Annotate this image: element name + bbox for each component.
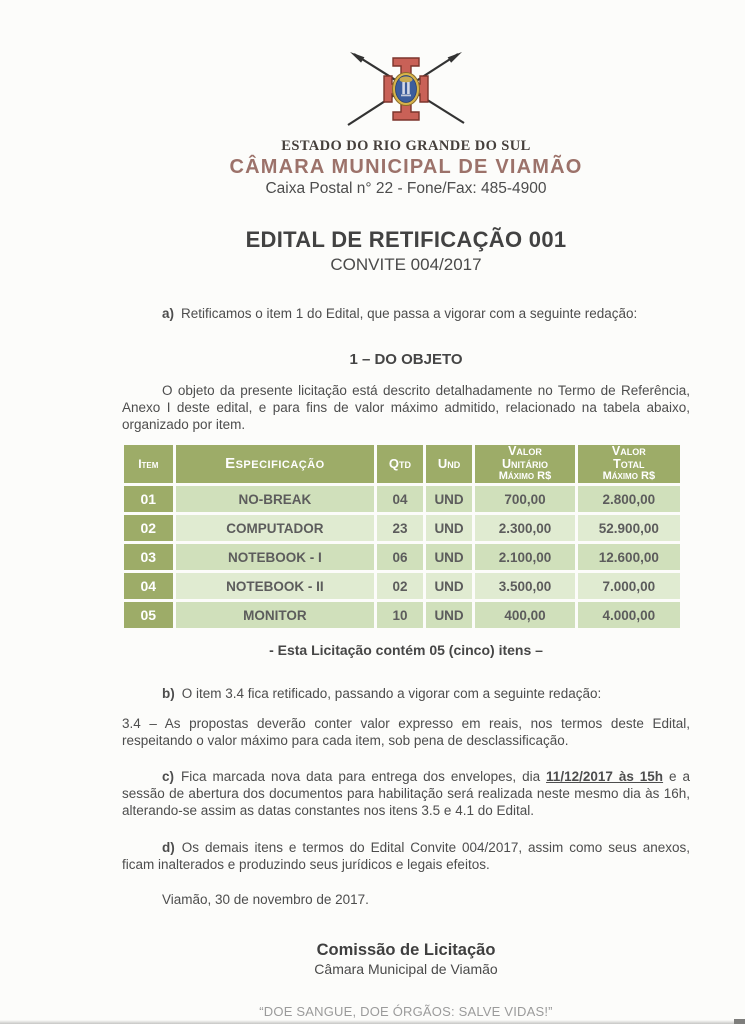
paragraph-a	[122, 305, 690, 322]
table-caption: - Esta Licitação contém 05 (cinco) itens –	[269, 642, 543, 658]
cell-item: 01	[124, 486, 173, 512]
table-row	[124, 515, 680, 541]
paragraph-c-label: c)	[162, 769, 175, 784]
header-organization-name: CÂMARA MUNICIPAL DE VIAMÃO	[229, 156, 583, 178]
paragraph-objeto: O objeto da presente licitação está descrito detalhadamente no Termo de Referência, Anexo I deste edital, e para fins de valor máximo admitido, relacionado na tabela abaixo, organizado por item.	[122, 383, 690, 432]
signature-title: Comissão de Licitação	[316, 941, 496, 959]
cell-valor-total: 4.000,00	[578, 602, 680, 628]
table-row	[124, 544, 680, 570]
paragraph-c-text-before: Fica marcada nova data para entrega dos envelopes, dia	[181, 769, 547, 784]
cell-valor-total: 2.800,00	[578, 486, 680, 512]
cell-qtd: 06	[377, 544, 423, 570]
cell-qtd: 04	[377, 486, 423, 512]
date-line: Viamão, 30 de novembro de 2017.	[162, 892, 369, 907]
cell-und: UND	[426, 573, 473, 599]
section-heading-do-objeto: 1 – DO OBJETO	[349, 351, 463, 368]
crest-oval-band	[400, 77, 413, 83]
document-title: EDITAL DE RETIFICAÇÃO 001	[245, 227, 567, 252]
items-table	[121, 442, 683, 631]
table-row	[124, 573, 680, 599]
cell-und: UND	[426, 486, 473, 512]
paragraph-c-deadline: 11/12/2017 às 15h	[546, 769, 664, 784]
col-header-especificacao: Especificação	[176, 445, 375, 483]
paragraph-c	[122, 768, 690, 819]
paragraph-a-label: a)	[162, 306, 175, 321]
scan-corner-mark	[734, 1019, 745, 1024]
paragraph-b-label: b)	[162, 686, 175, 701]
document-subtitle: CONVITE 004/2017	[330, 255, 482, 274]
col-header-und: Und	[426, 445, 473, 483]
cell-qtd: 23	[377, 515, 423, 541]
paragraph-d	[122, 839, 690, 873]
cell-und: UND	[426, 544, 473, 570]
table-row	[124, 486, 680, 512]
cell-valor-unitario: 2.100,00	[475, 544, 574, 570]
cell-und: UND	[426, 515, 473, 541]
col-header-qtd: Qtd	[377, 445, 423, 483]
header-state-name: ESTADO DO RIO GRANDE DO SUL	[281, 138, 531, 154]
table-row	[124, 602, 680, 628]
cell-valor-unitario: 700,00	[475, 486, 574, 512]
cell-valor-unitario: 3.500,00	[475, 573, 574, 599]
cell-item: 04	[124, 573, 173, 599]
cell-valor-total: 7.000,00	[578, 573, 680, 599]
cell-item: 02	[124, 515, 173, 541]
cell-und: UND	[426, 602, 473, 628]
cell-qtd: 10	[377, 602, 423, 628]
paragraph-a-text: Retificamos o item 1 do Edital, que passa a vigorar com a seguinte redação:	[181, 306, 638, 321]
paragraph-d-label: d)	[162, 840, 175, 855]
cell-valor-unitario: 2.300,00	[475, 515, 574, 541]
paragraph-d-text: Os demais itens e termos do Edital Convite 004/2017, assim como seus anexos, ficam inalterados e produzindo seus jurídicos e legais efeitos.	[122, 840, 690, 872]
cell-item: 03	[124, 544, 173, 570]
col-header-valor-total: Valor Total Máximo R$	[578, 445, 680, 483]
cell-especificacao: NO-BREAK	[176, 486, 375, 512]
cell-especificacao: NOTEBOOK - I	[176, 544, 375, 570]
paragraph-c-text-after: e a sessão de abertura dos documentos para habilitação será realizada neste mesmo dia às 16h, alterando-se assim as datas constantes nos itens 3.5 e 4.1 do Edital.	[122, 769, 690, 818]
paragraph-b-text: O item 3.4 fica retificado, passando a vigorar com a seguinte redação:	[181, 686, 602, 701]
header-contact-info: Caixa Postal n° 22 - Fone/Fax: 485-4900	[265, 180, 547, 197]
items-table-header	[124, 445, 680, 483]
col-header-item: Item	[124, 445, 173, 483]
cell-valor-total: 12.600,00	[578, 544, 680, 570]
paragraph-b	[122, 685, 690, 702]
scan-bottom-edge	[0, 1020, 745, 1024]
cell-qtd: 02	[377, 573, 423, 599]
cell-valor-unitario: 400,00	[475, 602, 574, 628]
document-content	[122, 0, 690, 1019]
col-header-valor-unitario: Valor Unitário Máximo R$	[475, 445, 574, 483]
footer-motto: “DOE SANGUE, DOE ÓRGÃOS: SALVE VIDAS!”	[259, 1004, 553, 1019]
cell-valor-total: 52.900,00	[578, 515, 680, 541]
crest-base-line	[401, 95, 411, 97]
signature-subtitle: Câmara Municipal de Viamão	[314, 961, 498, 977]
cell-item: 05	[124, 602, 173, 628]
crest-pillar-right	[407, 82, 410, 94]
cell-especificacao: MONITOR	[176, 602, 375, 628]
paragraph-3-4: 3.4 – As propostas deverão conter valor expresso em reais, nos termos deste Edital, respeitando o valor máximo para cada item, sob pena de desclassificação.	[122, 716, 690, 748]
crest-pillar-left	[402, 82, 405, 94]
cell-especificacao: NOTEBOOK - II	[176, 573, 375, 599]
cell-especificacao: COMPUTADOR	[176, 515, 375, 541]
municipal-crest-icon	[340, 45, 472, 137]
